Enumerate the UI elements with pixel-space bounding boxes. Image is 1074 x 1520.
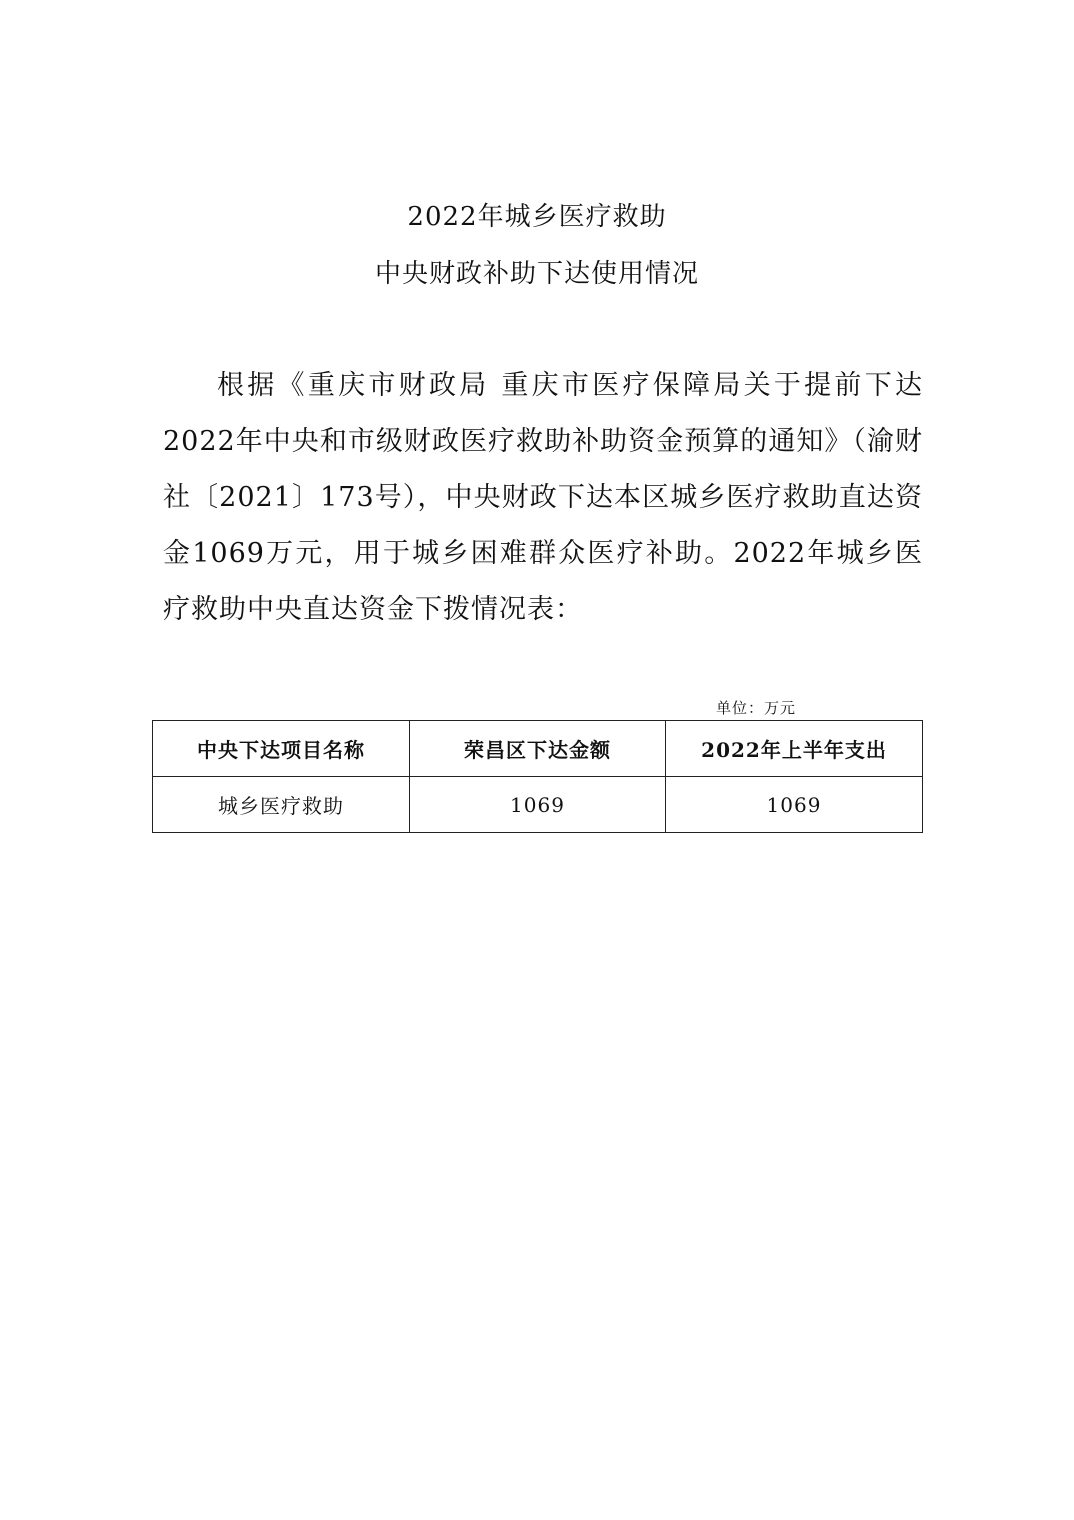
header-project-name: 中央下达项目名称: [153, 721, 410, 777]
header-allocated-amount: 荣昌区下达金额: [410, 721, 666, 777]
page-title-line-1: 2022年城乡医疗救助: [407, 202, 667, 232]
page-title-line-2: 中央财政补助下达使用情况: [374, 259, 699, 289]
table-row: [153, 777, 923, 833]
table-header-row: [153, 721, 923, 777]
cell-project-name: 城乡医疗救助: [153, 777, 410, 833]
allocation-table: [152, 720, 923, 833]
body-paragraph: 根据《重庆市财政局 重庆市医疗保障局关于提前下达2022年中央和市级财政医疗救助补助资金预算的通知》（渝财社〔2021〕173号），中央财政下达本区城乡医疗救助直达资金1069万元，用于城乡困难群众医疗补助。2022年城乡医疗救助中央直达资金下拨情况表：: [163, 370, 923, 625]
cell-h1-expenditure: 1069: [666, 777, 923, 833]
cell-allocated-amount: 1069: [410, 777, 666, 833]
table-unit-label: 单位：万元: [716, 699, 797, 717]
header-h1-expenditure: 2022年上半年支出: [666, 721, 923, 777]
